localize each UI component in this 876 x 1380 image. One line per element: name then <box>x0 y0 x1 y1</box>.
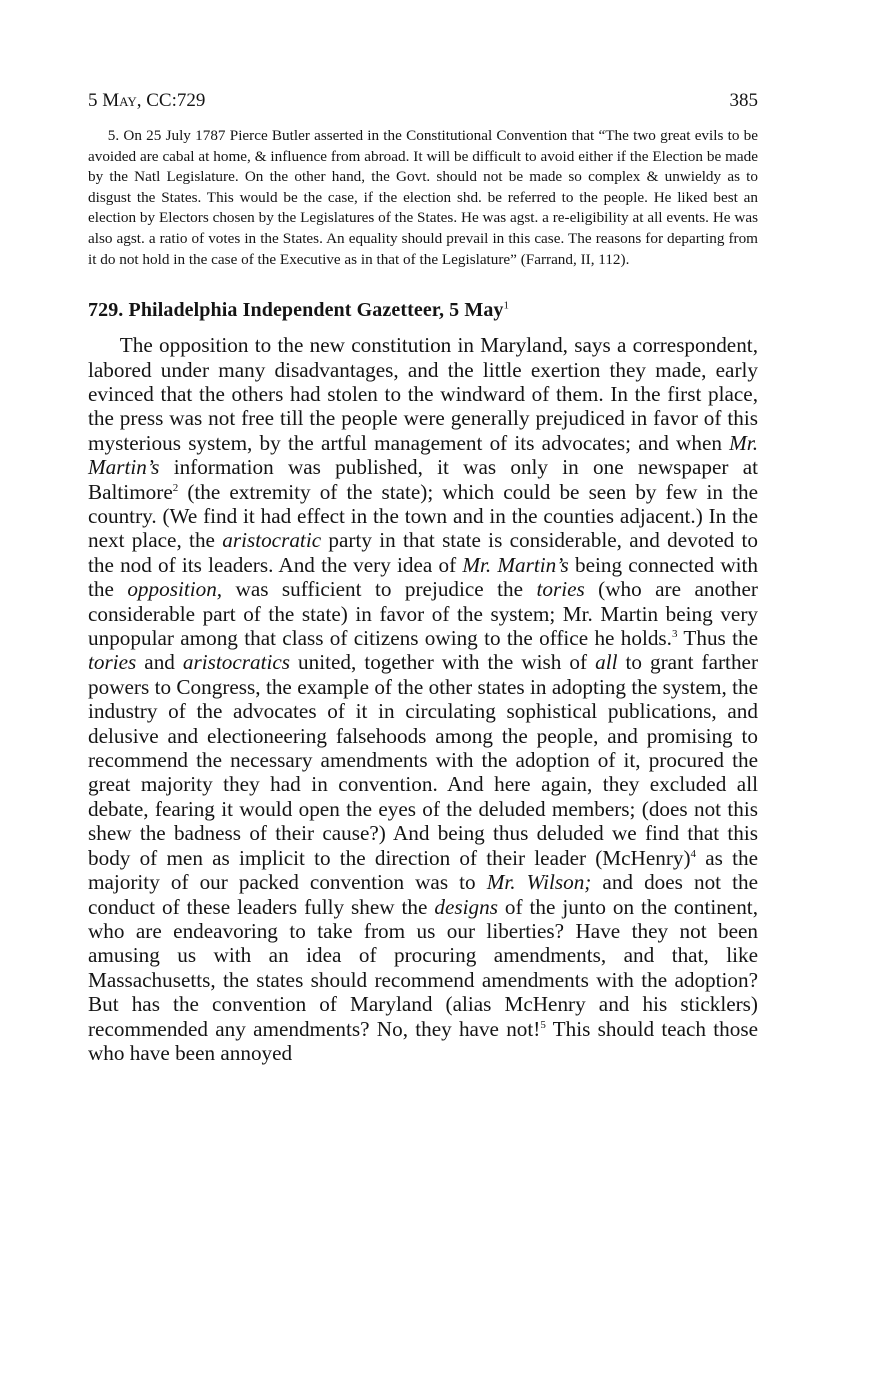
text-run: information was published, it was only in one newspaper at Baltimore <box>88 455 758 504</box>
text-run: (who are another considerable part of the state) in favor of the system; Mr. Martin being very unpopular among that class of citizens owing to the office he holds. <box>88 577 758 651</box>
italic-run: designs <box>434 894 498 919</box>
text-run: party in that state is considerable, and devoted to the nod of its leaders. And the very idea of <box>88 528 758 577</box>
note-ref: 4 <box>690 847 697 860</box>
running-head-day: 5 <box>88 90 103 111</box>
text-run: and <box>136 650 183 675</box>
text-run: was sufficient to prejudice the <box>222 577 537 602</box>
italic-run: aristocratics <box>182 650 291 675</box>
italic-run: Mr. Martin’s <box>88 430 758 480</box>
body-paragraph <box>88 333 758 1065</box>
running-head-month: May <box>102 90 137 111</box>
document-page <box>88 86 758 1065</box>
page-number: 385 <box>729 90 758 111</box>
text-run: This should teach those who have been annoyed <box>88 1016 758 1065</box>
text-run: and does not the conduct of these leaders fully shew the <box>88 870 759 919</box>
italic-run: tories <box>536 577 585 602</box>
italic-run: Mr. Martin’s <box>462 552 569 577</box>
text-run: united, together with the wish of <box>290 650 596 675</box>
document-title-text: 729. Philadelphia Independent Gazetteer, 5 May <box>88 299 504 322</box>
italic-run: aristocratic <box>222 528 322 553</box>
title-note-ref: 1 <box>503 299 510 312</box>
text-run: (the extremity of the state); which could be seen by few in the country. (We find it had effect in the town and in the counties adjacent.) In the next place, the <box>88 479 758 553</box>
running-head-ref: , CC:729 <box>136 90 206 111</box>
note-ref: 2 <box>172 481 179 494</box>
text-run: being connected with the <box>88 552 759 602</box>
note-ref: 3 <box>671 627 678 640</box>
italic-run: opposition, <box>127 577 223 602</box>
text-run: as the majority of our packed convention was to <box>88 845 758 895</box>
text-run: Thus the <box>677 626 758 651</box>
text-run: to grant farther powers to Congress, the example of the other states in adopting the system, the industry of the advocates of it in circulating sophistical publications, and delusive and electioneering falsehoods among the people, and promising to recommend the necessary amendments with the adoption of it, procured the great majority they had in convention. And here again, they excluded all debate, fearing it would open the eyes of the deluded members; (does not this shew the badness of their cause?) And being thus deluded we find that this body of men as implicit to the direction of their leader (McHenry) <box>88 650 759 870</box>
italic-run: tories <box>88 650 137 675</box>
document-title <box>88 297 758 323</box>
italic-run: Mr. Wilson; <box>486 870 592 895</box>
text-run: of the junto on the continent, who are endeavoring to take from us our liberties? Have they not been amusing us with an idea of procuring amendments, and that, like Massachusetts, the states should recommend amendments with the adoption? But has the convention of Maryland (alias McHenry and his sticklers) recommended any amendments? No, they have not! <box>88 894 758 1041</box>
running-head-left <box>88 86 205 116</box>
note-ref: 5 <box>540 1018 546 1031</box>
text-run: The opposition to the new constitution in Maryland, says a correspondent, labored under many disadvantages, and the little exertion they made, early evinced that the others had stolen to the windward of them. In the first place, the press was not free till the people were generally prejudiced in favor of this mysterious system, by the artful management of its advocates; and when <box>88 333 758 455</box>
footnote-5: 5. On 25 July 1787 Pierce Butler asserted in the Constitutional Convention that “The two great evils to be avoided are cabal at home, & influence from abroad. It will be difficult to avoid either if the Election be made by the Natl Legislature. On the other hand, the Govt. should not be made so complex & unwieldy as to disgust the States. This would be the case, if the election shd. be referred to the people. He liked best an election by Electors chosen by the Legislatures of the States. He was agst. a re-eligibility at all events. He was also agst. a ratio of votes in the States. An equality should prevail in this case. The reasons for departing from it do not hold in the case of the Executive as in that of the Legislature” (Farrand, II, 112). <box>88 127 758 268</box>
italic-run: all <box>595 650 618 675</box>
running-head <box>88 86 758 116</box>
